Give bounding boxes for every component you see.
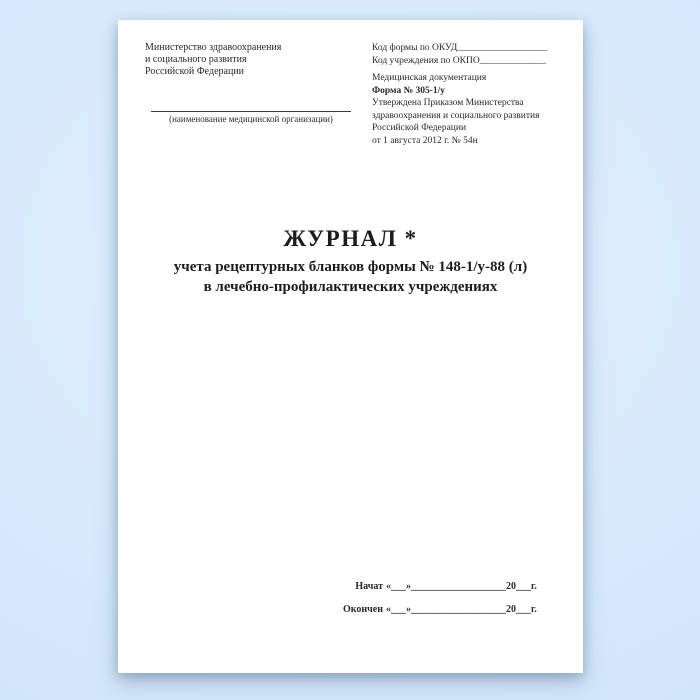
approval-line-1: Утверждена Приказом Министерства	[372, 98, 524, 108]
ministry-line-2: и социального развития	[145, 54, 247, 65]
organization-name-blank-line	[151, 111, 351, 112]
journal-subtitle-line-2: в лечебно-профилактических учреждениях	[203, 279, 498, 295]
medical-documentation-label: Медицинская документация	[372, 73, 487, 83]
journal-title: ЖУРНАЛ *	[283, 226, 418, 251]
document-header	[145, 42, 552, 147]
document-page	[118, 20, 583, 673]
started-date-row	[316, 581, 537, 592]
started-date-blank: «___»___________________20___г.	[386, 581, 537, 592]
ended-date-blank: «___»___________________20___г.	[386, 604, 537, 615]
approval-line-3: Российской Федерации	[372, 123, 467, 133]
ministry-block	[145, 42, 357, 147]
approval-line-2: здравоохранения и социального развития	[372, 110, 540, 121]
ended-label: Окончен	[342, 604, 383, 615]
ministry-line-1: Министерство здравоохранения	[145, 42, 282, 53]
ended-date-row	[316, 604, 537, 615]
date-fields-block	[316, 581, 537, 627]
okpo-code-line: Код учреждения по ОКПО______________	[372, 55, 547, 66]
form-codes-block	[372, 42, 552, 147]
ministry-line-3: Российской Федерации	[145, 66, 245, 77]
okud-code-line: Код формы по ОКУД___________________	[372, 43, 548, 53]
journal-subtitle-line-1: учета рецептурных бланков формы № 148-1/у-88 (л)	[173, 259, 528, 275]
started-label: Начат	[355, 581, 383, 592]
journal-title-block	[118, 225, 583, 297]
organization-name-caption: (наименование медицинской организации)	[169, 114, 333, 124]
form-number-label: Форма № 305-1/у	[372, 85, 446, 96]
approval-line-4: от 1 августа 2012 г. № 54н	[372, 135, 478, 146]
